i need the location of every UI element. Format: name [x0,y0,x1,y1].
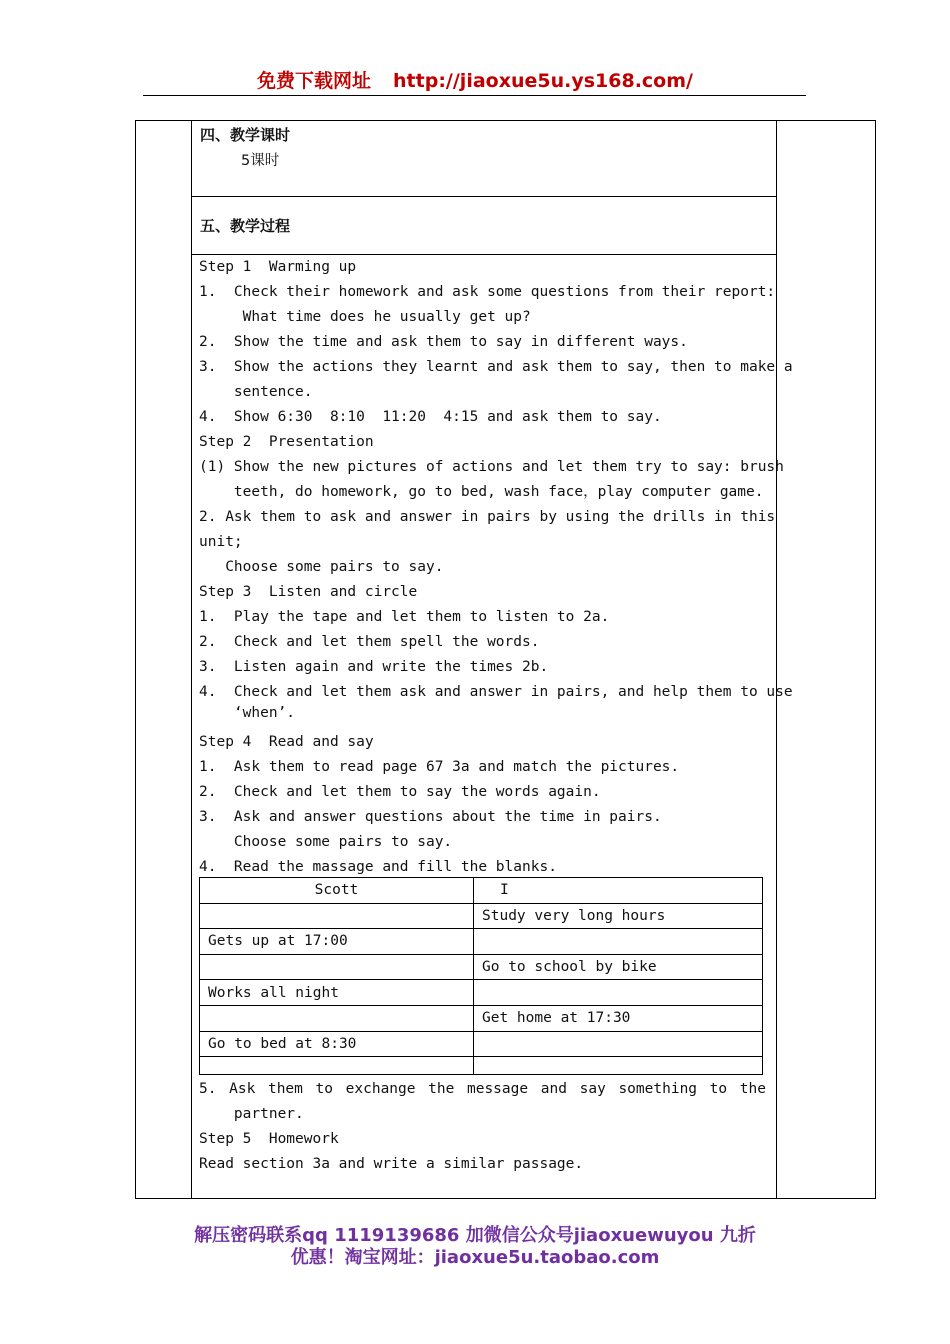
step1-item3-cont: sentence. [199,384,313,400]
step5-item: Read section 3a and write a similar passage. [199,1156,584,1172]
table-cell [474,929,763,955]
table-row [200,980,763,1006]
table-cell: Go to school by bike [474,954,763,980]
step2-item1: (1) Show the new pictures of actions and let them try to say: brush [199,459,784,475]
page-header [0,66,950,93]
step2-heading: Step 2 Presentation [199,434,374,450]
footer-line1: 解压密码联系qq 1119139686 加微信公众号jiaoxuewuyou 九折 [194,1225,756,1246]
step1-item4: 4. Show 6:30 8:10 11:20 4:15 and ask them to say. [199,409,662,425]
table-header-i: I [474,878,763,904]
footer-line2: 优惠！淘宝网址：jiaoxue5u.taobao.com [290,1247,660,1268]
row-divider-2 [191,254,776,255]
table-cell [474,1031,763,1057]
step1-item1-question: What time does he usually get up? [199,309,531,325]
table-cell: Go to bed at 8:30 [200,1031,474,1057]
table-row [200,903,763,929]
step4-heading: Step 4 Read and say [199,734,374,750]
header-divider [143,95,806,96]
table-cell [200,903,474,929]
section5-title: 五、教学过程 [200,217,291,235]
table-cell [200,1057,474,1075]
step2-item1-cont: teeth, do homework, go to bed, wash face，play computer game. [199,484,764,500]
step1-item2: 2. Show the time and ask them to say in different ways. [199,334,688,350]
table-row [200,929,763,955]
table-cell: Study very long hours [474,903,763,929]
row-divider-1 [191,196,776,197]
section4-title: 四、教学课时 [200,126,291,144]
step4-item5: 5. Ask them to exchange the message and say something to the [199,1081,766,1097]
step1-item1: 1. Check their homework and ask some questions from their report: [199,284,776,300]
table-row [200,954,763,980]
step3-item1: 1. Play the tape and let them to listen to 2a. [199,609,610,625]
table-cell: Gets up at 17:00 [200,929,474,955]
step2-item2: 2. Ask them to ask and answer in pairs by using the drills in this [199,509,776,525]
step3-item4: 4. Check and let them ask and answer in pairs, and help them to use [199,684,793,700]
step3-heading: Step 3 Listen and circle [199,584,418,600]
step4-item3-note: Choose some pairs to say. [199,834,453,850]
step4-item5-cont: partner. [199,1106,304,1122]
section4-content: 5课时 [241,153,280,169]
header-url[interactable]: http://jiaoxue5u.ys168.com/ [393,70,693,92]
table-cell [200,1005,474,1031]
table-cell [474,980,763,1006]
table-cell: Works all night [200,980,474,1006]
column-divider-right [776,121,777,1198]
table-row [200,1057,763,1075]
step4-item1: 1. Ask them to read page 67 3a and match the pictures. [199,759,680,775]
table-header-row [200,878,763,904]
step5-heading: Step 5 Homework [199,1131,339,1147]
table-row [200,1005,763,1031]
table-header-scott: Scott [200,878,474,904]
table-cell [474,1057,763,1075]
step1-heading: Step 1 Warming up [199,259,357,275]
column-divider-left [191,121,192,1198]
step3-item4-cont: ‘when’. [199,705,296,721]
fill-blanks-table [199,877,763,1075]
header-label: 免费下载网址 [257,70,372,92]
step1-item3: 3. Show the actions they learnt and ask them to say, then to make a [199,359,793,375]
step3-item2: 2. Check and let them spell the words. [199,634,540,650]
table-cell: Get home at 17:30 [474,1005,763,1031]
step2-item2-cont: unit; [199,534,243,550]
step2-item2-note: Choose some pairs to say. [199,559,444,575]
step3-item3: 3. Listen again and write the times 2b. [199,659,549,675]
step4-item4: 4. Read the massage and fill the blanks. [199,859,557,875]
table-row [200,1031,763,1057]
step4-item3: 3. Ask and answer questions about the time in pairs. [199,809,662,825]
table-cell [200,954,474,980]
step4-item2: 2. Check and let them to say the words again. [199,784,601,800]
